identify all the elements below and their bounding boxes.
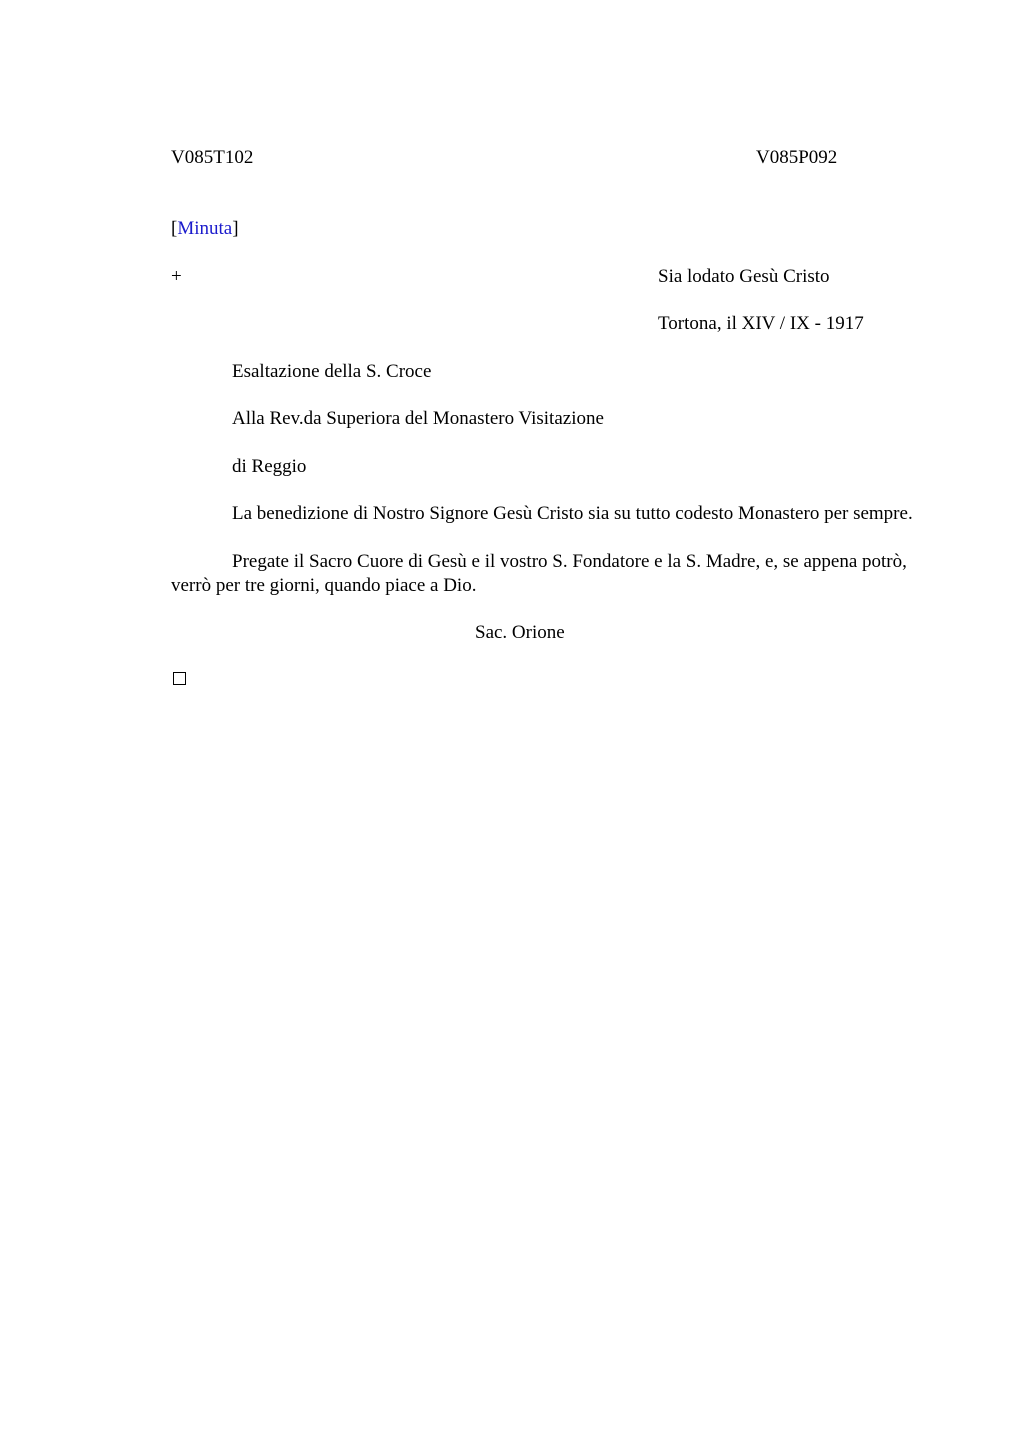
document-code-left: V085T102 [171, 147, 254, 168]
minuta-label [171, 217, 239, 241]
addressee-city: di Reggio [232, 456, 307, 477]
cross-symbol: + [171, 266, 182, 287]
feast-line: Esaltazione della S. Croce [232, 361, 432, 382]
square-outline-icon [173, 672, 186, 685]
open-bracket: [ [171, 218, 178, 239]
body-paragraph: La benedizione di Nostro Signore Gesù Cristo sia su tutto codesto Monastero per sempre. [232, 503, 913, 524]
greeting: Sia lodato Gesù Cristo [658, 266, 830, 287]
addressee-line: Alla Rev.da Superiora del Monastero Visitazione [232, 408, 604, 429]
signature: Sac. Orione [475, 622, 565, 643]
minuta-link[interactable]: Minuta [177, 218, 233, 239]
date-line: Tortona, il XIV / IX - 1917 [658, 313, 864, 334]
body-paragraph: Pregate il Sacro Cuore di Gesù e il vostro S. Fondatore e la S. Madre, e, se appena potrò, verrò per tre giorni, quando piace a Dio. [171, 551, 907, 596]
document-code-right: V085P092 [756, 147, 838, 168]
close-bracket: ] [232, 218, 239, 239]
